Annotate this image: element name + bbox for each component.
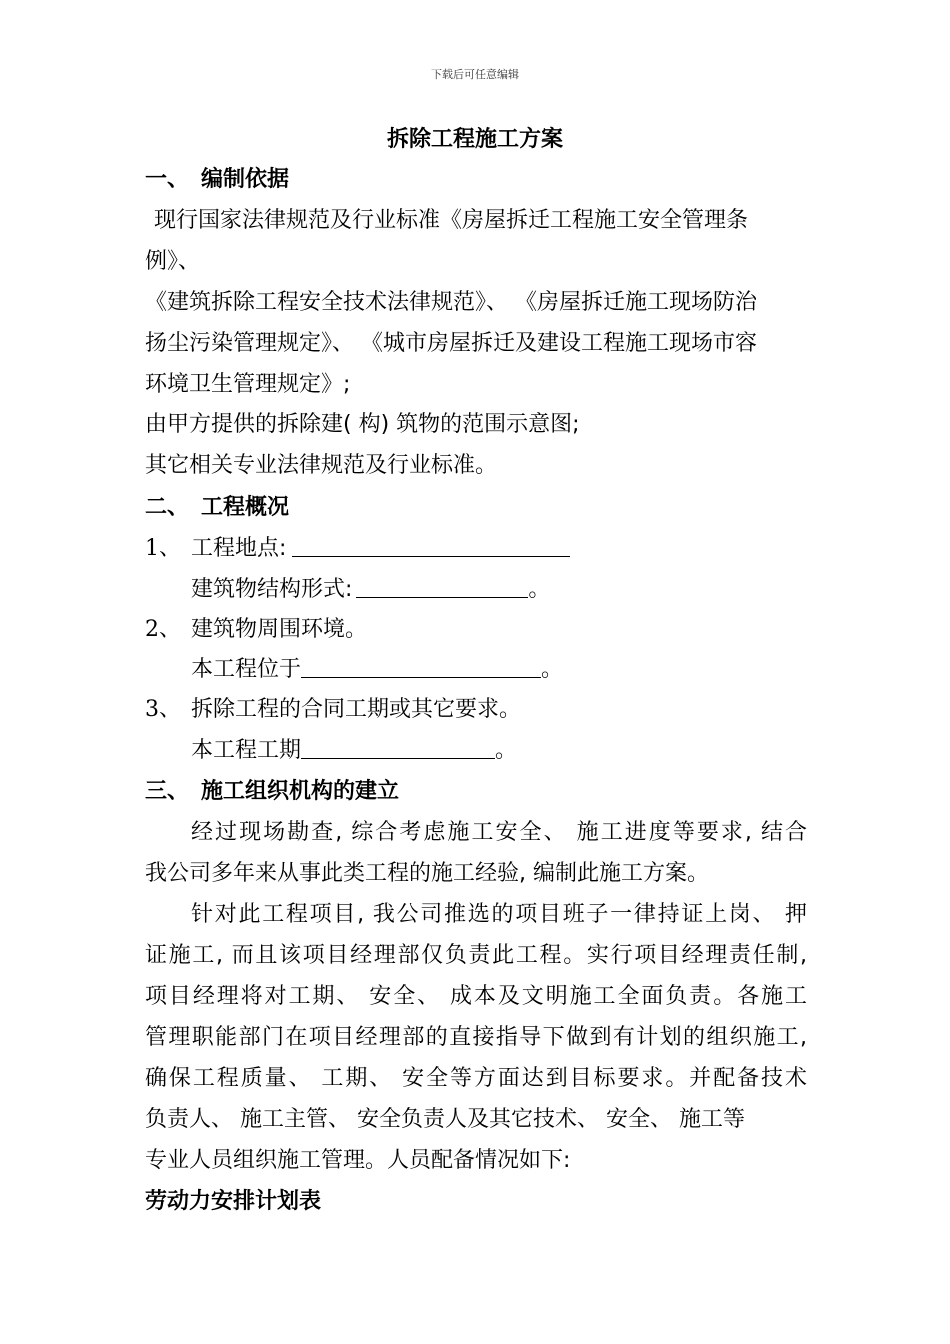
structure-form-end: 。: [528, 577, 551, 602]
item-3-label: 拆除工程的合同工期或其它要求。: [191, 697, 522, 722]
s1-line-6: 由甲方提供的拆除建( 构) 筑物的范围示意图;: [145, 412, 580, 437]
s1-line-4: 扬尘污染管理规定》、 《城市房屋拆迁及建设工程施工现场市容: [145, 331, 757, 356]
section-2-heading: [145, 494, 289, 522]
section-3-heading: [145, 778, 399, 806]
s3-p1-line-1: 经过现场勘查, 综合考虑施工安全、 施工进度等要求, 结合: [191, 820, 807, 845]
section-2-title: 工程概况: [201, 495, 290, 520]
location-label: 本工程位于: [191, 657, 302, 682]
item-1-number: 1、: [145, 536, 181, 561]
section-1-heading: [145, 166, 289, 194]
header-note: 下载后可任意编辑: [431, 68, 519, 81]
item-2: [145, 616, 367, 644]
s3-p2-line-5: 确保工程质量、 工期、 安全等方面达到目标要求。并配备技术: [145, 1066, 807, 1091]
item-2-label: 建筑物周围环境。: [191, 617, 368, 642]
surroundings-blank-line: [301, 657, 541, 678]
item-1-sub: [191, 576, 550, 604]
section-2-number: 二、: [145, 495, 190, 520]
item-3: [145, 696, 521, 724]
duration-end: 。: [495, 738, 518, 763]
s1-line-3: 《建筑拆除工程安全技术法律规范》、 《房屋拆迁施工现场防治: [145, 290, 757, 315]
s1-line-1: 现行国家法律规范及行业标准《房屋拆迁工程施工安全管理条: [154, 208, 749, 233]
item-3-number: 3、: [145, 697, 181, 722]
s3-p2-line-7: 专业人员组织施工管理。人员配备情况如下:: [145, 1148, 571, 1173]
section-3-title: 施工组织机构的建立: [201, 779, 400, 804]
item-1-label: 工程地点:: [191, 536, 287, 561]
s1-line-7: 其它相关专业法律规范及行业标准。: [145, 453, 498, 478]
s3-p2-line-4: 管理职能部门在项目经理部的直接指导下做到有计划的组织施工,: [145, 1025, 807, 1050]
s3-p2-line-3: 项目经理将对工期、 安全、 成本及文明施工全面负责。各施工: [145, 984, 807, 1009]
s1-line-5: 环境卫生管理规定》;: [145, 372, 351, 397]
location-blank-line: [292, 536, 570, 557]
item-2-sub: [191, 656, 563, 684]
item-1: [145, 535, 570, 563]
section-1-number: 一、: [145, 167, 190, 192]
item-2-number: 2、: [145, 617, 181, 642]
section-1-title: 编制依据: [201, 167, 290, 192]
s1-line-2: 例》、: [145, 249, 201, 274]
item-3-sub: [191, 737, 517, 765]
structure-form-blank-line: [356, 577, 528, 598]
duration-blank-line: [301, 738, 495, 759]
s3-p2-line-6: 负责人、 施工主管、 安全负责人及其它技术、 安全、 施工等: [145, 1107, 745, 1132]
structure-form-label: 建筑物结构形式:: [191, 577, 353, 602]
s3-p2-line-1: 针对此工程项目, 我公司推选的项目班子一律持证上岗、 押: [191, 902, 807, 927]
s3-p1-line-2: 我公司多年来从事此类工程的施工经验, 编制此施工方案。: [145, 861, 709, 886]
duration-label: 本工程工期: [191, 738, 302, 763]
s3-p2-line-2: 证施工, 而且该项目经理部仅负责此工程。实行项目经理责任制,: [145, 943, 807, 968]
document-title: 拆除工程施工方案: [386, 127, 563, 152]
location-end: 。: [541, 657, 564, 682]
section-3-number: 三、: [145, 779, 190, 804]
labor-plan-table-title: 劳动力安排计划表: [145, 1189, 322, 1214]
